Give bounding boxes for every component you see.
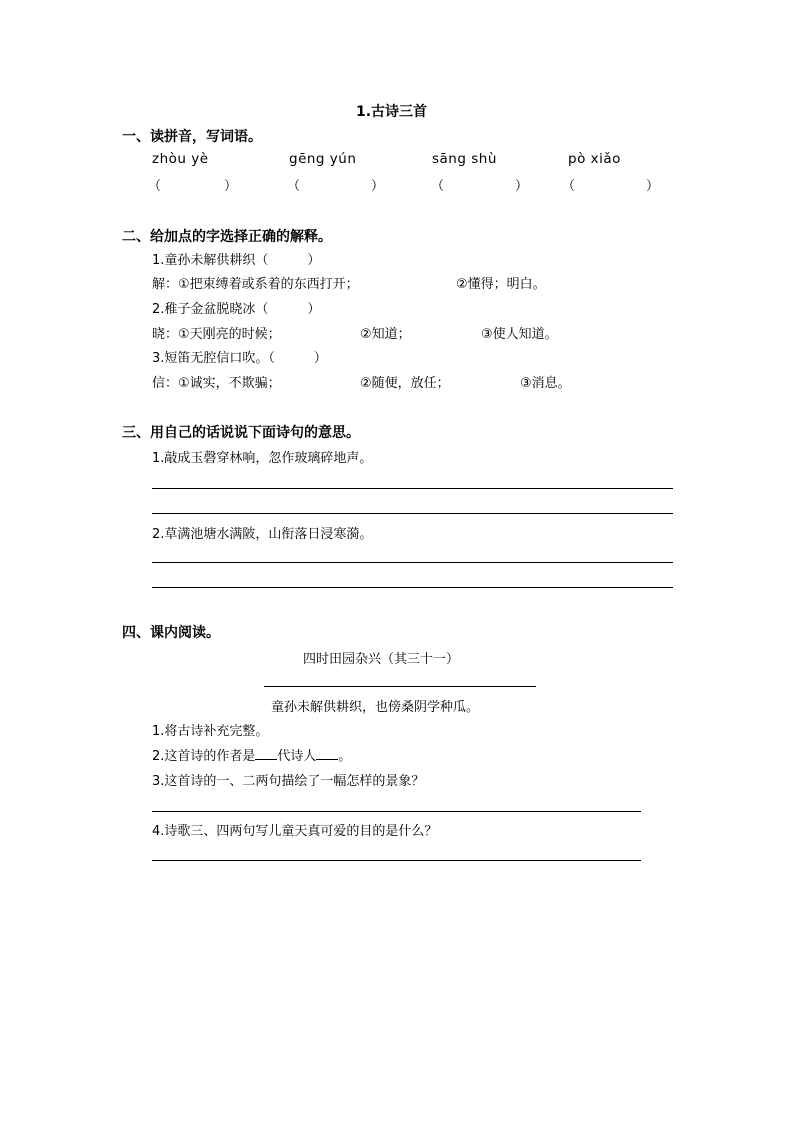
section4-question-2 [152,745,351,764]
q2-prefix: 2.这首诗的作者是 [152,749,256,764]
answer-blank-2[interactable]: （ ） [287,179,393,194]
section3-heading: 三、用自己的话说说下面诗句的意思。 [122,425,360,441]
answer-line[interactable] [152,811,641,812]
answer-blank-3[interactable]: （ ） [431,179,537,194]
section2-q1-option-1: 解：①把束缚着或系着的东西打开； [152,277,359,292]
section2-q2-option-3: ③使人知道。 [481,327,558,342]
section3-question-2: 2.草满池塘水满陂，山衔落日浸寒漪。 [152,527,373,542]
section1-heading: 一、读拼音，写词语。 [122,129,262,145]
section3-question-1: 1.敲成玉磬穿林响，忽作玻璃碎地声。 [152,451,373,466]
answer-line[interactable] [152,513,673,514]
section2-q3-option-1: 信：①诚实，不欺骗； [152,376,281,391]
pinyin-1: zhòu yè [152,151,209,167]
pinyin-3: sāng shù [432,151,497,167]
section2-q2-option-2: ②知道； [360,327,411,342]
pinyin-4: pò xiǎo [568,151,621,167]
section4-question-4: 4.诗歌三、四两句写儿童天真可爱的目的是什么？ [152,824,438,839]
poem-fill-line[interactable] [264,686,536,687]
dynasty-blank[interactable] [255,747,277,760]
section2-q3-option-2: ②随便，放任； [360,376,450,391]
answer-line[interactable] [152,488,673,489]
section4-heading: 四、课内阅读。 [122,625,220,641]
poet-blank[interactable] [316,747,338,760]
section2-question-1: 1.童孙未解供耕织（ ） [152,253,321,268]
section2-question-2: 2.稚子金盆脱晓冰（ ） [152,302,321,317]
page-title: 1.古诗三首 [356,104,428,120]
section2-q1-option-2: ②懂得；明白。 [456,277,546,292]
answer-line[interactable] [152,562,673,563]
answer-line[interactable] [152,860,641,861]
poem-title: 四时田园杂兴（其三十一） [303,652,460,667]
section2-q3-option-3: ③消息。 [520,376,571,391]
q2-suffix: 。 [338,749,352,764]
answer-blank-1[interactable]: （ ） [148,179,244,194]
section2-question-3: 3.短笛无腔信口吹。（ ） [152,351,327,366]
q2-middle: 代诗人 [277,749,317,764]
section4-question-3: 3.这首诗的一、二两句描绘了一幅怎样的景象？ [152,774,425,789]
answer-line[interactable] [152,587,673,588]
section4-question-1: 1.将古诗补充完整。 [152,724,269,739]
pinyin-2: gēng yún [289,151,357,167]
section2-heading: 二、给加点的字选择正确的解释。 [122,229,332,245]
poem-line: 童孙未解供耕织，也傍桑阴学种瓜。 [271,700,480,715]
section2-q2-option-1: 晓：①天刚亮的时候； [152,327,281,342]
answer-blank-4[interactable]: （ ） [562,179,668,194]
